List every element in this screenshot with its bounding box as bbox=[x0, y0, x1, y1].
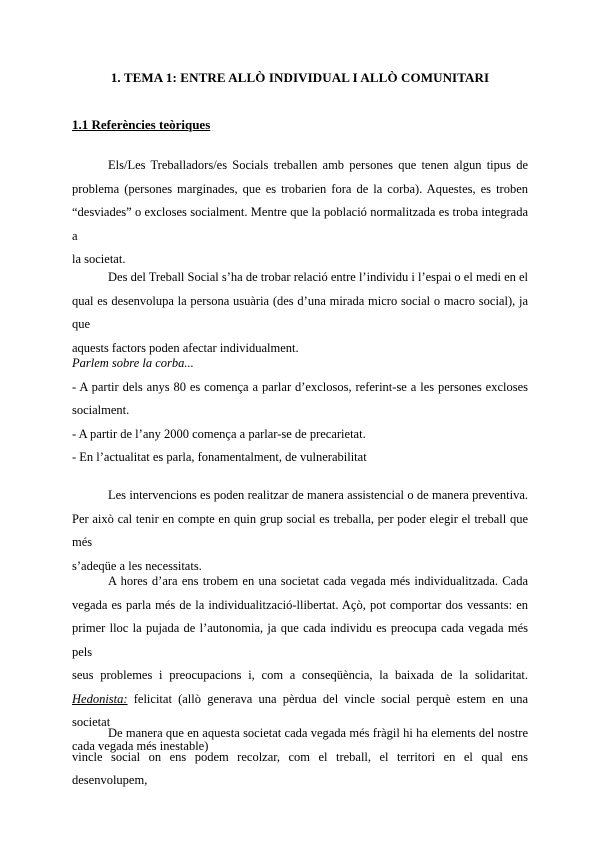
paragraph-2 bbox=[72, 266, 528, 360]
paragraph-5 bbox=[72, 722, 528, 793]
paragraph-5-line: De manera que en aquesta societat cada vegada més fràgil hi ha elements del nostre bbox=[108, 726, 528, 740]
paragraph-1-line: Els/Les Treballadors/es Socials treballen amb persones que tenen algun tipus de bbox=[108, 158, 528, 172]
corba-list-item: - A partir de l’any 2000 comença a parlar-se de precarietat. bbox=[72, 426, 366, 441]
paragraph-1-line: problema (persones marginades, que es trobarien fora de la corba). Aquestes, es troben bbox=[72, 181, 528, 196]
corba-list-item: socialment. bbox=[72, 403, 130, 417]
paragraph-3-line: s’adeqüe a les necessitats. bbox=[72, 558, 202, 573]
corba-list-item: - A partir dels anys 80 es comença a parlar d’exclosos, referint-se a les persones excloses bbox=[72, 379, 528, 394]
section-heading: 1.1 Referències teòriques bbox=[72, 117, 211, 132]
corba-heading: Parlem sobre la corba... bbox=[72, 356, 194, 370]
paragraph-1-line: “desviades” o excloses socialment. Mentre que la població normalitzada es troba integrada a bbox=[72, 205, 528, 243]
paragraph-1-line: la societat. bbox=[72, 252, 126, 266]
paragraph-4-line: A hores d’ara ens trobem en una societat cada vegada més individualitzada. Cada bbox=[108, 574, 528, 588]
paragraph-4-line: primer lloc la pujada de l’autonomia, ja que cada individu es preocupa cada vegada més pels bbox=[72, 621, 528, 659]
paragraph-4-line: seus problemes i preocupacions i, com a conseqüència, la baixada de la solidaritat. bbox=[72, 668, 528, 682]
paragraph-2-line: aquests factors poden afectar individualment. bbox=[72, 340, 299, 355]
document-title: 1. TEMA 1: ENTRE ALLÒ INDIVIDUAL I ALLÒ COMUNITARI bbox=[110, 70, 490, 85]
paragraph-4-line: vegada es parla més de la individualització-llibertat. Açò, pot comportar dos vessants: en bbox=[72, 597, 528, 612]
hedonista-term: Hedonista: bbox=[72, 691, 128, 706]
paragraph-5-line: vincle social on ens podem recolzar, com el treball, el territori en el qual ens desenvolupem, bbox=[72, 749, 528, 787]
paragraph-4-line: cada vegada més inestable) bbox=[72, 738, 209, 753]
paragraph-1 bbox=[72, 154, 528, 272]
paragraph-3-line: Les intervencions es poden realitzar de manera assistencial o de manera preventiva. bbox=[108, 488, 528, 502]
paragraph-3-line: Per això cal tenir en compte en quin grup social es treballa, per poder elegir el treball que més bbox=[72, 511, 528, 549]
corba-section bbox=[72, 352, 528, 470]
paragraph-2-line: qual es desenvolupa la persona usuària (des d’una mirada micro social o macro social), ja que bbox=[72, 293, 528, 331]
paragraph-2-line: Des del Treball Social s’ha de trobar relació entre l’individu i l’espai o el medi en el bbox=[108, 270, 529, 284]
hedonista-definition: felicitat (allò generava una pèrdua del vincle social perquè estem en una societat bbox=[72, 691, 528, 729]
paragraph-3 bbox=[72, 484, 528, 578]
corba-list-item: - En l’actualitat es parla, fonamentalment, de vulnerabilitat bbox=[72, 450, 367, 464]
